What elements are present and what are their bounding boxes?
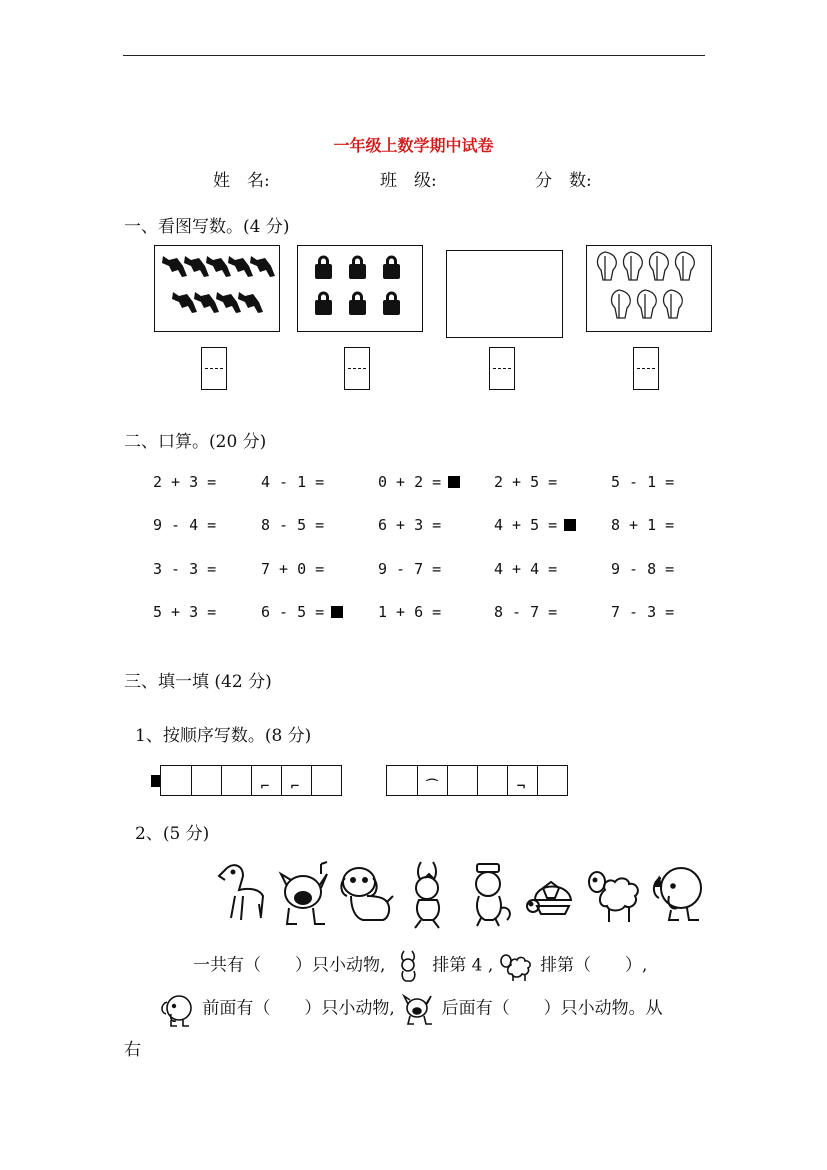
elephant-icon bbox=[153, 990, 197, 1028]
sequence-cell[interactable] bbox=[507, 766, 537, 795]
question-1-label: 1、按顺序写数。(8 分) bbox=[135, 726, 312, 746]
hook-mark-icon: ¬ bbox=[516, 779, 527, 793]
sequence-boxes-right bbox=[386, 765, 568, 796]
fill-line-1 bbox=[193, 949, 647, 983]
sheep-icon bbox=[499, 949, 535, 983]
fill-text: 排第（ ）, bbox=[540, 955, 648, 976]
equation: 2 + 5 = bbox=[494, 473, 558, 491]
sequence-cell[interactable] bbox=[221, 766, 251, 795]
equation: 6 - 5 = bbox=[261, 603, 343, 621]
name-label: 姓 名: bbox=[213, 171, 270, 191]
score-label: 分 数: bbox=[535, 171, 592, 191]
picture-empty bbox=[446, 250, 563, 338]
cabbage-icon bbox=[587, 246, 711, 331]
sequence-cell[interactable] bbox=[417, 766, 447, 795]
sequence-cell[interactable] bbox=[161, 766, 191, 795]
hook-mark-icon: ⌐ bbox=[290, 779, 301, 793]
fill-line-2 bbox=[153, 990, 663, 1028]
header-rule bbox=[123, 55, 705, 56]
sequence-cell[interactable] bbox=[387, 766, 417, 795]
sequence-cell[interactable] bbox=[537, 766, 567, 795]
fill-text: 后面有（ ）只小动物。从 bbox=[441, 998, 663, 1019]
sequence-cell[interactable] bbox=[477, 766, 507, 795]
sequence-cell[interactable] bbox=[281, 766, 311, 795]
picture-vegetables bbox=[586, 245, 712, 332]
fill-text: 前面有（ ）只小动物, bbox=[202, 998, 395, 1019]
sequence-boxes-left bbox=[160, 765, 342, 796]
black-square-icon bbox=[564, 519, 576, 531]
equation: 1 + 6 = bbox=[378, 603, 442, 621]
sequence-cell[interactable] bbox=[311, 766, 341, 795]
rabbit-icon bbox=[391, 949, 427, 983]
sheep-icon bbox=[585, 858, 643, 932]
fill-text: 一共有（ ）只小动物, bbox=[193, 955, 386, 976]
equation: 8 - 5 = bbox=[261, 516, 325, 534]
fill-text: 排第 4 , bbox=[432, 955, 494, 976]
hook-mark-icon: ⌐ bbox=[260, 779, 271, 793]
lobster-icon bbox=[155, 246, 279, 331]
equation: 0 + 2 = bbox=[378, 473, 460, 491]
turtle-icon bbox=[523, 858, 581, 932]
section2-heading: 二、口算。(20 分) bbox=[124, 432, 267, 452]
sequence-cell[interactable] bbox=[251, 766, 281, 795]
equation: 4 + 5 = bbox=[494, 516, 576, 534]
rabbit-icon bbox=[399, 858, 457, 932]
page-title: 一年级上数学期中试卷 bbox=[333, 136, 494, 155]
equation: 8 - 7 = bbox=[494, 603, 558, 621]
cat-icon bbox=[461, 858, 519, 932]
equation: 9 - 8 = bbox=[611, 560, 675, 578]
arc-mark-icon: ⌒ bbox=[426, 778, 439, 792]
answer-box-1[interactable] bbox=[201, 347, 227, 390]
answer-box-2[interactable] bbox=[344, 347, 370, 390]
dog-icon bbox=[337, 858, 395, 932]
singing-dog-icon bbox=[275, 858, 333, 932]
answer-box-4[interactable] bbox=[633, 347, 659, 390]
fill-line-3: 右 bbox=[124, 1040, 141, 1060]
picture-locks bbox=[297, 245, 423, 332]
elephant-icon bbox=[647, 858, 705, 932]
equation: 3 - 3 = bbox=[153, 560, 217, 578]
equation: 6 + 3 = bbox=[378, 516, 442, 534]
class-label: 班 级: bbox=[380, 171, 437, 191]
black-square-icon bbox=[331, 606, 343, 618]
black-square-icon bbox=[448, 476, 460, 488]
question-2-label: 2、(5 分) bbox=[135, 824, 210, 844]
section3-heading: 三、填一填 (42 分) bbox=[124, 672, 272, 692]
sequence-cell[interactable] bbox=[191, 766, 221, 795]
singing-dog-icon bbox=[400, 992, 436, 1026]
black-square-icon bbox=[151, 775, 160, 787]
answer-box-3[interactable] bbox=[489, 347, 515, 390]
section1-heading: 一、看图写数。(4 分) bbox=[124, 217, 290, 237]
horse-icon bbox=[213, 858, 271, 932]
animal-lineup bbox=[213, 858, 705, 932]
lock-icon bbox=[298, 246, 422, 331]
equation: 9 - 4 = bbox=[153, 516, 217, 534]
equation: 5 + 3 = bbox=[153, 603, 217, 621]
picture-lobsters bbox=[154, 245, 280, 332]
equation: 7 + 0 = bbox=[261, 560, 325, 578]
equation: 4 + 4 = bbox=[494, 560, 558, 578]
sequence-cell[interactable] bbox=[447, 766, 477, 795]
equation: 8 + 1 = bbox=[611, 516, 675, 534]
equation: 2 + 3 = bbox=[153, 473, 217, 491]
equation: 9 - 7 = bbox=[378, 560, 442, 578]
equation: 4 - 1 = bbox=[261, 473, 325, 491]
equation: 5 - 1 = bbox=[611, 473, 675, 491]
equation: 7 - 3 = bbox=[611, 603, 675, 621]
